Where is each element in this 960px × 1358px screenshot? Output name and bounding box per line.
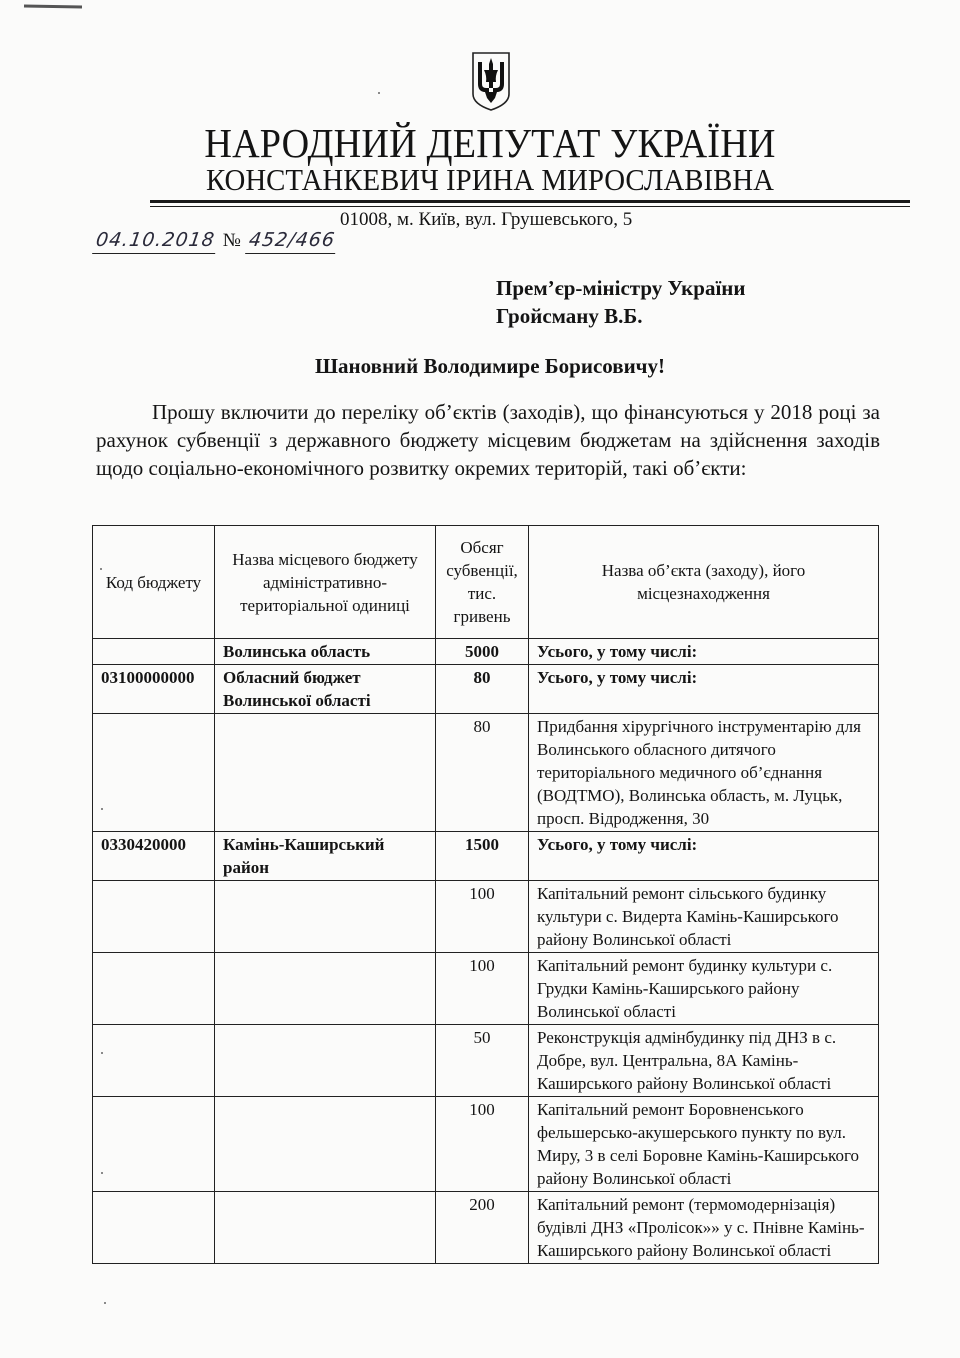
cell-code: [93, 714, 215, 832]
header-budget-name: Назва місцевого бюджету адміністративно-територіальної одиниці: [215, 526, 436, 639]
office-address: 01008, м. Київ, вул. Грушевського, 5: [340, 209, 633, 230]
cell-amount: 50: [436, 1025, 529, 1097]
deputy-name: КОНСТАНКЕВИЧ ІРИНА МИРОСЛАВІВНА: [206, 162, 774, 197]
salutation: Шановний Володимире Борисовичу!: [314, 354, 666, 378]
cell-object: Капітальний ремонт сільського будинку культури с. Видерта Камінь-Каширського району Волинської області: [529, 881, 879, 953]
cell-name: [215, 1097, 436, 1192]
cell-code: [93, 639, 215, 665]
cell-code: [93, 1097, 215, 1192]
cell-object: Капітальний ремонт (термомодернізація) будівлі ДНЗ «Пролісок»» у с. Пнівне Камінь-Каширського району Волинської області: [529, 1192, 879, 1264]
cell-name: [215, 714, 436, 832]
cell-name: [215, 1025, 436, 1097]
scan-speck: [104, 1302, 106, 1304]
cell-object: Капітальний ремонт будинку культури с. Грудки Камінь-Каширського району Волинської області: [529, 953, 879, 1025]
addressee-title: Прем’єр-міністру України: [496, 276, 746, 300]
cell-code: [93, 1025, 215, 1097]
table-row: [93, 714, 879, 832]
trident-coat-of-arms-icon: [470, 50, 512, 112]
table-row: [93, 881, 879, 953]
cell-amount: 1500: [436, 832, 529, 881]
table-row: [93, 665, 879, 714]
cell-code: [93, 1192, 215, 1264]
scan-speck: [101, 1172, 103, 1174]
table-row: [93, 1192, 879, 1264]
table-row: [93, 639, 879, 665]
cell-amount: 100: [436, 881, 529, 953]
header-rule-thin: [150, 206, 910, 207]
header-subvention-amount: Обсяг субвенції, тис. гривень: [436, 526, 529, 639]
cell-amount: 80: [436, 665, 529, 714]
body-paragraph: [96, 398, 880, 482]
cell-amount: 100: [436, 1097, 529, 1192]
table-row: [93, 953, 879, 1025]
cell-amount: 200: [436, 1192, 529, 1264]
table-row: [93, 1097, 879, 1192]
header-budget-code: Код бюджету: [93, 526, 215, 639]
cell-name: Волинська область: [215, 639, 436, 665]
header-object-name: Назва об’єкта (заходу), його місцезнаходження: [529, 526, 879, 639]
body-text: Прошу включити до переліку об’єктів (заходів), що фінансуються у 2018 році за рахунок субвенції з державного бюджету місцевим бюджетам на здійснення заходів щодо соціально-економічного розвитку окремих територій, такі об’єкти:: [96, 400, 880, 480]
cell-object: Реконструкція адмінбудинку під ДНЗ в с. Добре, вул. Центральна, 8А Камінь-Каширського району Волинської області: [529, 1025, 879, 1097]
cell-name: [215, 881, 436, 953]
registration-date: 04.10.2018: [92, 227, 219, 254]
scan-corner-mark: [24, 4, 82, 8]
cell-code: 03100000000: [93, 665, 215, 714]
table-header-row: [93, 526, 879, 639]
cell-name: Обласний бюджет Волинської області: [215, 665, 436, 714]
cell-name: [215, 1192, 436, 1264]
header-rule-thick: [150, 200, 910, 203]
header-title: НАРОДНИЙ ДЕПУТАТ УКРАЇНИ: [204, 120, 776, 166]
cell-amount: 100: [436, 953, 529, 1025]
scan-speck: [100, 568, 102, 570]
cell-name: [215, 953, 436, 1025]
registration-number: 452/466: [245, 227, 339, 254]
table-row: [93, 832, 879, 881]
cell-object: Усього, у тому числі:: [529, 832, 879, 881]
cell-amount: 80: [436, 714, 529, 832]
cell-name: Камінь-Каширський район: [215, 832, 436, 881]
cell-code: [93, 953, 215, 1025]
addressee-name: Гройсману В.Б.: [496, 304, 643, 328]
cell-object: Усього, у тому числі:: [529, 665, 879, 714]
scan-speck: [101, 1052, 103, 1054]
cell-amount: 5000: [436, 639, 529, 665]
scan-speck: [378, 92, 380, 94]
number-label: №: [222, 230, 241, 251]
cell-object: Придбання хірургічного інструментарію для Волинського обласного дитячого територіального медичного об’єднання (ВОДТМО), Волинська область, м. Луцьк, просп. Відродження, 30: [529, 714, 879, 832]
registration-line: [94, 227, 337, 254]
table-row: [93, 1025, 879, 1097]
scan-speck: [101, 808, 103, 810]
budget-table: [92, 525, 879, 1264]
cell-object: Капітальний ремонт Боровненського фельшерсько-акушерського пункту по вул. Миру, 3 в селі Боровне Камінь-Каширського району Волинської області: [529, 1097, 879, 1192]
cell-code: 0330420000: [93, 832, 215, 881]
cell-object: Усього, у тому числі:: [529, 639, 879, 665]
addressee-block: [496, 274, 746, 330]
cell-code: [93, 881, 215, 953]
